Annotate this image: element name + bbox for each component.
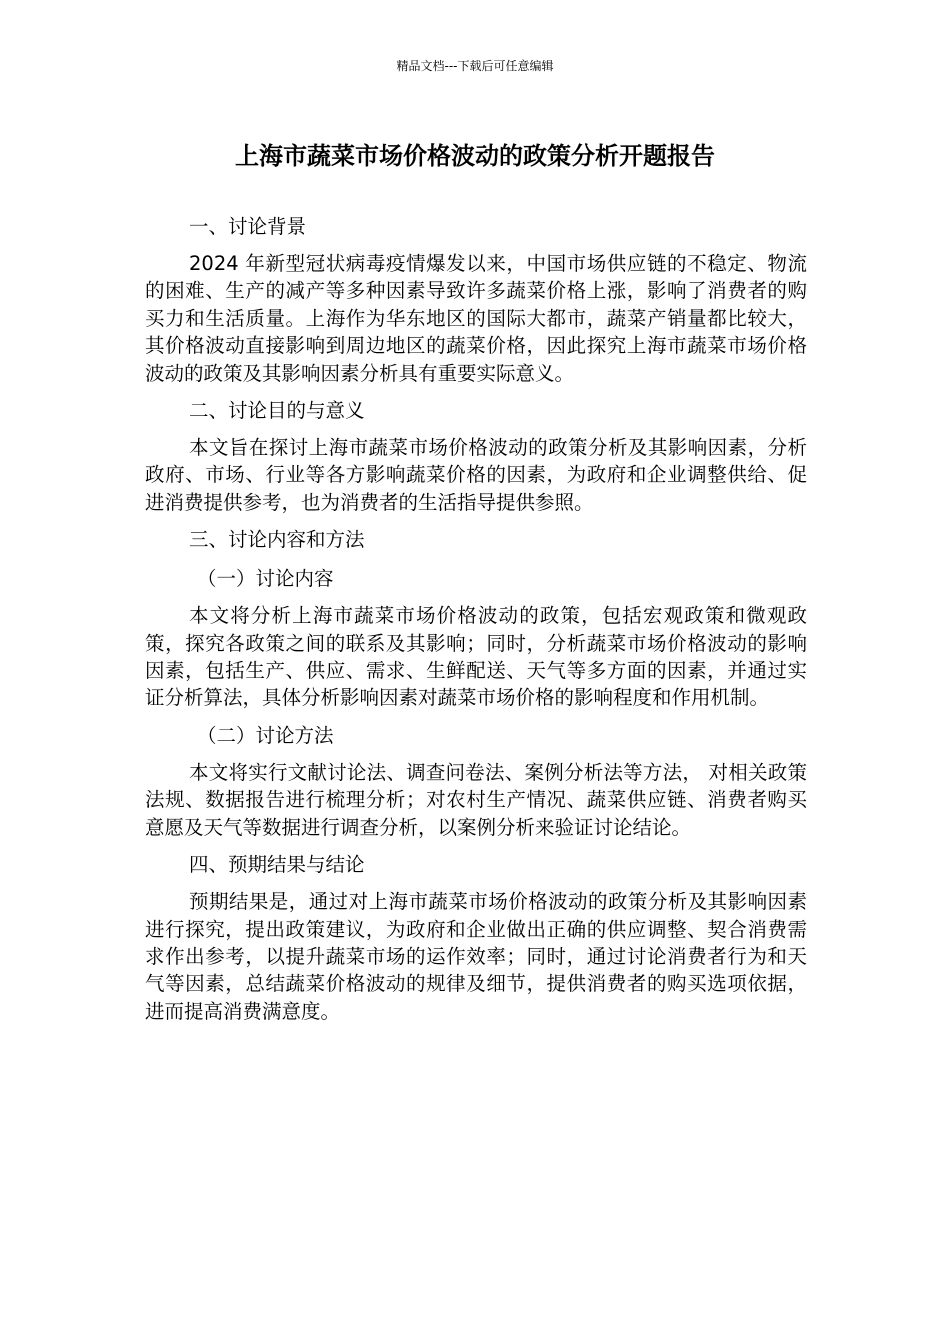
section-paragraph-background: 2024 年新型冠状病毒疫情爆发以来，中国市场供应链的不稳定、物流的困难、生产的减产等多种因素导致许多蔬菜价格上涨，影响了消费者的购买力和生活质量。上海作为华东地区的国际大都市，蔬菜产销量都比较大，其价格波动直接影响到周边地区的蔬菜价格，因此探究上海市蔬菜市场价格波动的政策及其影响因素分析具有重要实际意义。 bbox=[145, 252, 807, 385]
document-body bbox=[145, 211, 807, 1033]
subsection-heading-content: （一）讨论内容 bbox=[197, 567, 334, 591]
section-paragraph-purpose: 本文旨在探讨上海市蔬菜市场价格波动的政策分析及其影响因素，分析政府、市场、行业等各方影响蔬菜价格的因素，为政府和企业调整供给、促进消费提供参考，也为消费者的生活指导提供参照。 bbox=[145, 436, 807, 514]
section-heading-background: 一、讨论背景 bbox=[189, 215, 307, 238]
section-heading-content-method: 三、讨论内容和方法 bbox=[189, 528, 365, 552]
document-title: 上海市蔬菜市场价格波动的政策分析开题报告 bbox=[235, 142, 715, 170]
section-paragraph-expected-results: 预期结果是，通过对上海市蔬菜市场价格波动的政策分析及其影响因素进行探究，提出政策建议，为政府和企业做出正确的供应调整、契合消费需求作出参考，以提升蔬菜市场的运作效率；同时，通过讨论消费者行为和天气等因素，总结蔬菜价格波动的规律及细节，提供消费者的购买选项依据，进而提高消费满意度。 bbox=[145, 890, 807, 1023]
subsection-paragraph-method: 本文将实行文献讨论法、调查问卷法、案例分析法等方法， 对相关政策法规、数据报告进行梳理分析；对农村生产情况、蔬菜供应链、消费者购买意愿及天气等数据进行调查分析，以案例分析来验证讨论结论。 bbox=[145, 760, 807, 839]
section-heading-expected-results: 四、预期结果与结论 bbox=[189, 853, 365, 877]
subsection-paragraph-content: 本文将分析上海市蔬菜市场价格波动的政策，包括宏观政策和微观政策，探究各政策之间的联系及其影响；同时，分析蔬菜市场价格波动的影响因素，包括生产、供应、需求、生鲜配送、天气等多方面的因素，并通过实证分析算法，具体分析影响因素对蔬菜市场价格的影响程度和作用机制。 bbox=[145, 604, 807, 710]
page-header: 精品文档---下载后可任意编辑 bbox=[396, 59, 554, 73]
section-heading-purpose: 二、讨论目的与意义 bbox=[189, 399, 365, 423]
subsection-heading-method: （二）讨论方法 bbox=[197, 723, 334, 747]
